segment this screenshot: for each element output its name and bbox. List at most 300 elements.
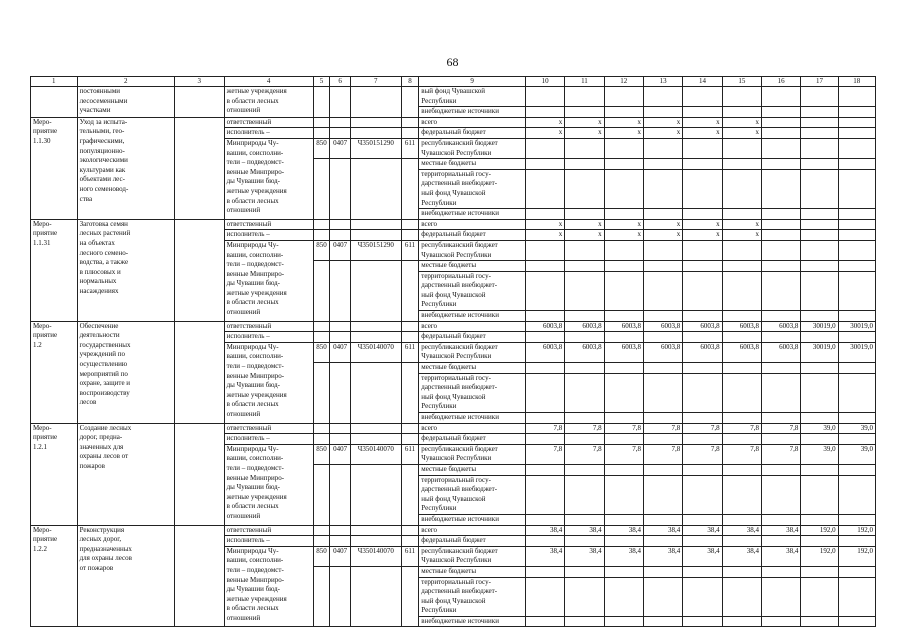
- funding-source-label: местные бюджеты: [419, 464, 526, 475]
- cell-line: 1.2: [33, 340, 42, 349]
- code-cell: [350, 128, 401, 139]
- value-cell: 192,0: [838, 525, 875, 536]
- value-cell: [565, 240, 604, 260]
- value-cell: 7,8: [761, 444, 800, 464]
- value-cell: [604, 475, 643, 514]
- executor-title: исполнитель –: [224, 230, 313, 241]
- funding-source-label: внебюджетные источники: [419, 311, 526, 322]
- value-cell: [722, 413, 761, 424]
- value-cell: [565, 169, 604, 208]
- target-article-code: Ч350140070: [350, 546, 401, 566]
- funding-source-label: [419, 546, 526, 566]
- value-cell: [643, 159, 682, 170]
- cell-line: ный фонд Чувашской: [421, 290, 486, 299]
- value-cell: [838, 87, 875, 107]
- code-cell: [313, 87, 330, 118]
- cell-line: охраны лесов от: [79, 452, 129, 461]
- funding-source-label: [419, 373, 526, 412]
- value-cell: 7,8: [722, 423, 761, 434]
- empty-cell: [174, 117, 224, 219]
- value-cell: [565, 434, 604, 445]
- section-code: 0407: [330, 444, 351, 464]
- cell-line: на объектах: [79, 238, 115, 247]
- value-cell: [838, 117, 875, 128]
- cell-line: Обеспечение: [79, 321, 119, 330]
- value-cell: 6003,8: [525, 321, 564, 332]
- value-cell: 38,4: [643, 546, 682, 566]
- expense-type-code: 611: [401, 444, 419, 464]
- column-number-header: 8: [401, 77, 419, 87]
- cell-line: вашии, соисполни-: [226, 454, 284, 463]
- empty-cell: [174, 423, 224, 525]
- measure-description: [77, 525, 174, 627]
- cell-line: Меро-: [33, 321, 52, 330]
- empty-cell: [174, 87, 224, 118]
- value-cell: [604, 332, 643, 343]
- value-cell: х: [683, 219, 722, 230]
- column-number-header: 3: [174, 77, 224, 87]
- budget-admin-code: 850: [313, 138, 330, 158]
- value-cell: [722, 475, 761, 514]
- code-cell: [313, 219, 330, 230]
- value-cell: [565, 566, 604, 577]
- value-cell: 7,8: [604, 444, 643, 464]
- value-cell: [643, 616, 682, 627]
- code-cell: [330, 434, 351, 445]
- cell-line: 1.1.30: [33, 136, 51, 145]
- value-cell: 6003,8: [604, 342, 643, 362]
- value-cell: [801, 107, 838, 118]
- code-cell: [401, 464, 419, 525]
- value-cell: [643, 311, 682, 322]
- value-cell: 7,8: [525, 423, 564, 434]
- cell-line: приятие: [33, 331, 58, 340]
- code-cell: [401, 230, 419, 241]
- value-cell: х: [722, 117, 761, 128]
- value-cell: [525, 566, 564, 577]
- value-cell: х: [643, 230, 682, 241]
- value-cell: [683, 536, 722, 547]
- value-cell: [838, 230, 875, 241]
- value-cell: [604, 240, 643, 260]
- cell-line: дорог, предна-: [79, 433, 123, 442]
- value-cell: [761, 117, 800, 128]
- value-cell: 38,4: [643, 525, 682, 536]
- value-cell: [801, 434, 838, 445]
- value-cell: [801, 616, 838, 627]
- code-cell: [330, 525, 351, 536]
- value-cell: 7,8: [565, 444, 604, 464]
- value-cell: [838, 363, 875, 374]
- value-cell: [722, 514, 761, 525]
- target-article-code: Ч350140070: [350, 444, 401, 464]
- executor-title: ответственный: [224, 321, 313, 332]
- value-cell: [643, 464, 682, 475]
- funding-source-label: [419, 475, 526, 514]
- value-cell: [838, 311, 875, 322]
- value-cell: [604, 514, 643, 525]
- cell-line: ды Чувашии бюд-: [226, 483, 280, 492]
- value-cell: [761, 107, 800, 118]
- funding-source-label: внебюджетные источники: [419, 413, 526, 424]
- cell-line: республиканский бюджет: [421, 240, 498, 249]
- value-cell: [565, 332, 604, 343]
- cell-line: Заготовка семян: [79, 219, 128, 228]
- value-cell: [604, 311, 643, 322]
- value-cell: [761, 87, 800, 107]
- value-cell: [801, 169, 838, 208]
- value-cell: х: [525, 117, 564, 128]
- code-cell: [350, 230, 401, 241]
- value-cell: 7,8: [683, 423, 722, 434]
- value-cell: [761, 332, 800, 343]
- cell-line: охране, защите и: [79, 379, 131, 388]
- code-cell: [330, 230, 351, 241]
- value-cell: [722, 271, 761, 310]
- value-cell: [525, 159, 564, 170]
- value-cell: [722, 87, 761, 107]
- value-cell: [838, 514, 875, 525]
- cell-line: от пожаров: [79, 563, 114, 572]
- cell-line: предназначенных: [79, 544, 132, 553]
- value-cell: [565, 138, 604, 158]
- column-number-header: 11: [565, 77, 604, 87]
- cell-line: приятие: [33, 127, 58, 136]
- value-cell: [722, 616, 761, 627]
- code-cell: [330, 566, 351, 627]
- cell-line: государственных: [79, 340, 131, 349]
- value-cell: [525, 577, 564, 616]
- funding-source-label: федеральный бюджет: [419, 332, 526, 343]
- code-cell: [350, 87, 401, 118]
- code-cell: [350, 423, 401, 434]
- value-cell: [722, 332, 761, 343]
- cell-line: жетные учреждения: [226, 87, 287, 95]
- cell-line: объектами лес-: [79, 175, 125, 184]
- value-cell: [683, 138, 722, 158]
- cell-line: венные Минприро-: [226, 473, 285, 482]
- cell-line: Минприроды Чу-: [226, 240, 279, 249]
- value-cell: [838, 107, 875, 118]
- value-cell: [643, 577, 682, 616]
- value-cell: [722, 261, 761, 272]
- code-cell: [313, 261, 330, 322]
- value-cell: [838, 616, 875, 627]
- funding-source-label: внебюджетные источники: [419, 616, 526, 627]
- code-cell: [313, 159, 330, 220]
- value-cell: [838, 219, 875, 230]
- value-cell: [604, 566, 643, 577]
- value-cell: [801, 413, 838, 424]
- cell-line: Реконструкция: [79, 525, 125, 534]
- value-cell: [722, 536, 761, 547]
- measure-number: [31, 321, 78, 423]
- executor-description: [224, 240, 313, 321]
- funding-source-label: всего: [419, 423, 526, 434]
- value-cell: [722, 159, 761, 170]
- code-cell: [330, 536, 351, 547]
- value-cell: [801, 87, 838, 107]
- cell-line: в области лесных: [226, 604, 279, 613]
- value-cell: [643, 271, 682, 310]
- executor-description: [224, 138, 313, 219]
- code-cell: [330, 321, 351, 332]
- value-cell: [525, 209, 564, 220]
- empty-cell: [174, 321, 224, 423]
- cell-line: дарственный внебюджет-: [421, 485, 498, 494]
- executor-description: [224, 546, 313, 627]
- code-cell: [330, 87, 351, 118]
- value-cell: [801, 230, 838, 241]
- value-cell: [761, 240, 800, 260]
- value-cell: [801, 209, 838, 220]
- value-cell: 6003,8: [761, 342, 800, 362]
- value-cell: [801, 138, 838, 158]
- value-cell: 192,0: [801, 546, 838, 566]
- value-cell: [838, 169, 875, 208]
- funding-source-label: всего: [419, 117, 526, 128]
- cell-line: ный фонд Чувашской: [421, 392, 486, 401]
- cell-line: тели – подведомст-: [226, 158, 284, 167]
- continued-executor: [224, 87, 313, 118]
- cell-line: дарственный внебюджет-: [421, 383, 498, 392]
- value-cell: [643, 536, 682, 547]
- value-cell: [683, 413, 722, 424]
- value-cell: 7,8: [604, 423, 643, 434]
- value-cell: [525, 107, 564, 118]
- executor-title: ответственный: [224, 423, 313, 434]
- column-number-header: 17: [801, 77, 838, 87]
- value-cell: [801, 261, 838, 272]
- value-cell: [525, 413, 564, 424]
- expense-type-code: 611: [401, 342, 419, 362]
- value-cell: 6003,8: [683, 321, 722, 332]
- cell-line: в области лесных: [226, 502, 279, 511]
- value-cell: [838, 332, 875, 343]
- value-cell: [838, 240, 875, 260]
- value-cell: [722, 138, 761, 158]
- value-cell: х: [604, 230, 643, 241]
- column-number-header: 4: [224, 77, 313, 87]
- value-cell: х: [683, 117, 722, 128]
- cell-line: Чувашской Республики: [421, 556, 492, 565]
- value-cell: х: [683, 128, 722, 139]
- cell-line: вый фонд Чувашской: [421, 87, 486, 95]
- column-number-header: 12: [604, 77, 643, 87]
- value-cell: [565, 363, 604, 374]
- continued-measure-cell: [31, 87, 78, 118]
- value-cell: [761, 261, 800, 272]
- value-cell: 38,4: [525, 525, 564, 536]
- value-cell: х: [604, 219, 643, 230]
- value-cell: 6003,8: [722, 342, 761, 362]
- code-cell: [330, 128, 351, 139]
- code-cell: [313, 321, 330, 332]
- value-cell: [565, 311, 604, 322]
- value-cell: [761, 363, 800, 374]
- cell-line: 1.2.1: [33, 442, 47, 451]
- code-cell: [313, 117, 330, 128]
- cell-line: культурами как: [79, 165, 126, 174]
- value-cell: 7,8: [643, 423, 682, 434]
- cell-line: для охраны лесов: [79, 554, 132, 563]
- measure-description: [77, 117, 174, 219]
- value-cell: [643, 413, 682, 424]
- value-cell: [525, 363, 564, 374]
- code-cell: [330, 219, 351, 230]
- cell-line: участками: [79, 106, 111, 115]
- cell-line: территориальный госу-: [421, 169, 491, 178]
- value-cell: [761, 577, 800, 616]
- cell-line: Республики: [421, 198, 457, 207]
- value-cell: 38,4: [525, 546, 564, 566]
- cell-line: постоянными: [79, 87, 121, 95]
- value-cell: [604, 271, 643, 310]
- cell-line: республиканский бюджет: [421, 342, 498, 351]
- code-cell: [313, 434, 330, 445]
- funding-source-label: федеральный бюджет: [419, 536, 526, 547]
- value-cell: х: [604, 128, 643, 139]
- value-cell: [838, 577, 875, 616]
- target-article-code: Ч350151290: [350, 240, 401, 260]
- value-cell: [604, 363, 643, 374]
- value-cell: [525, 311, 564, 322]
- code-cell: [313, 332, 330, 343]
- page-number: 68: [446, 55, 459, 69]
- value-cell: [525, 464, 564, 475]
- code-cell: [350, 219, 401, 230]
- table-row: [31, 423, 876, 434]
- code-cell: [350, 117, 401, 128]
- cell-line: ства: [79, 194, 93, 203]
- value-cell: 30019,0: [838, 342, 875, 362]
- cell-line: Республики: [421, 402, 457, 411]
- cell-line: насаждениях: [79, 286, 119, 295]
- value-cell: [643, 261, 682, 272]
- cell-line: Меро-: [33, 219, 52, 228]
- code-cell: [350, 261, 401, 322]
- value-cell: [565, 373, 604, 412]
- cell-line: вашии, соисполни-: [226, 556, 284, 565]
- cell-line: в области лесных: [226, 196, 279, 205]
- cell-line: территориальный госу-: [421, 475, 491, 484]
- value-cell: [683, 240, 722, 260]
- executor-title: исполнитель –: [224, 434, 313, 445]
- funding-source-label: федеральный бюджет: [419, 230, 526, 241]
- value-cell: [801, 514, 838, 525]
- cell-line: тели – подведомст-: [226, 260, 284, 269]
- value-cell: х: [683, 230, 722, 241]
- value-cell: [604, 159, 643, 170]
- value-cell: [525, 514, 564, 525]
- column-number-header: 2: [77, 77, 174, 87]
- funding-source-label: федеральный бюджет: [419, 434, 526, 445]
- cell-line: ды Чувашии бюд-: [226, 381, 280, 390]
- value-cell: [604, 434, 643, 445]
- value-cell: [838, 566, 875, 577]
- value-cell: х: [643, 128, 682, 139]
- cell-line: Минприроды Чу-: [226, 342, 279, 351]
- value-cell: [761, 566, 800, 577]
- value-cell: [683, 373, 722, 412]
- value-cell: х: [722, 128, 761, 139]
- value-cell: х: [565, 219, 604, 230]
- value-cell: [722, 577, 761, 616]
- code-cell: [401, 536, 419, 547]
- value-cell: [643, 169, 682, 208]
- value-cell: [643, 566, 682, 577]
- value-cell: 192,0: [801, 525, 838, 536]
- cell-line: мероприятий по: [79, 369, 128, 378]
- target-article-code: Ч350151290: [350, 138, 401, 158]
- funding-source-label: внебюджетные источники: [419, 209, 526, 220]
- value-cell: [525, 536, 564, 547]
- value-cell: [722, 464, 761, 475]
- cell-line: Республики: [421, 504, 457, 513]
- executor-title: исполнитель –: [224, 332, 313, 343]
- cell-line: приятие: [33, 433, 58, 442]
- value-cell: [761, 311, 800, 322]
- cell-line: лесных растений: [79, 229, 131, 238]
- value-cell: [801, 373, 838, 412]
- value-cell: 7,8: [525, 444, 564, 464]
- value-cell: 7,8: [643, 444, 682, 464]
- code-cell: [401, 117, 419, 128]
- funding-source-label: [419, 169, 526, 208]
- measure-description: [77, 321, 174, 423]
- code-cell: [313, 363, 330, 424]
- cell-line: приятие: [33, 535, 58, 544]
- cell-line: воспроизводству: [79, 388, 130, 397]
- value-cell: [683, 363, 722, 374]
- funding-source-label: всего: [419, 321, 526, 332]
- table-row: [31, 87, 876, 107]
- cell-line: дарственный внебюджет-: [421, 281, 498, 290]
- measure-number: [31, 525, 78, 627]
- value-cell: [683, 514, 722, 525]
- cell-line: отношений: [226, 206, 261, 215]
- code-cell: [350, 464, 401, 525]
- cell-line: дарственный внебюджет-: [421, 179, 498, 188]
- value-cell: [643, 434, 682, 445]
- value-cell: [525, 373, 564, 412]
- cell-line: в области лесных: [226, 96, 279, 105]
- value-cell: 6003,8: [525, 342, 564, 362]
- value-cell: 6003,8: [643, 321, 682, 332]
- value-cell: 6003,8: [722, 321, 761, 332]
- column-number-header: 9: [419, 77, 526, 87]
- value-cell: 39,0: [801, 444, 838, 464]
- cell-line: пожаров: [79, 461, 105, 470]
- value-cell: [761, 475, 800, 514]
- value-cell: 30019,0: [801, 342, 838, 362]
- value-cell: [838, 373, 875, 412]
- column-number-header: 15: [722, 77, 761, 87]
- code-cell: [350, 434, 401, 445]
- value-cell: [565, 514, 604, 525]
- cell-line: приятие: [33, 229, 58, 238]
- value-cell: [801, 536, 838, 547]
- value-cell: 38,4: [683, 525, 722, 536]
- value-cell: [761, 413, 800, 424]
- value-cell: [683, 87, 722, 107]
- target-article-code: Ч350140070: [350, 342, 401, 362]
- value-cell: [761, 271, 800, 310]
- cell-line: тели – подведомст-: [226, 565, 284, 574]
- cell-line: венные Минприро-: [226, 371, 285, 380]
- value-cell: 38,4: [722, 546, 761, 566]
- code-cell: [313, 525, 330, 536]
